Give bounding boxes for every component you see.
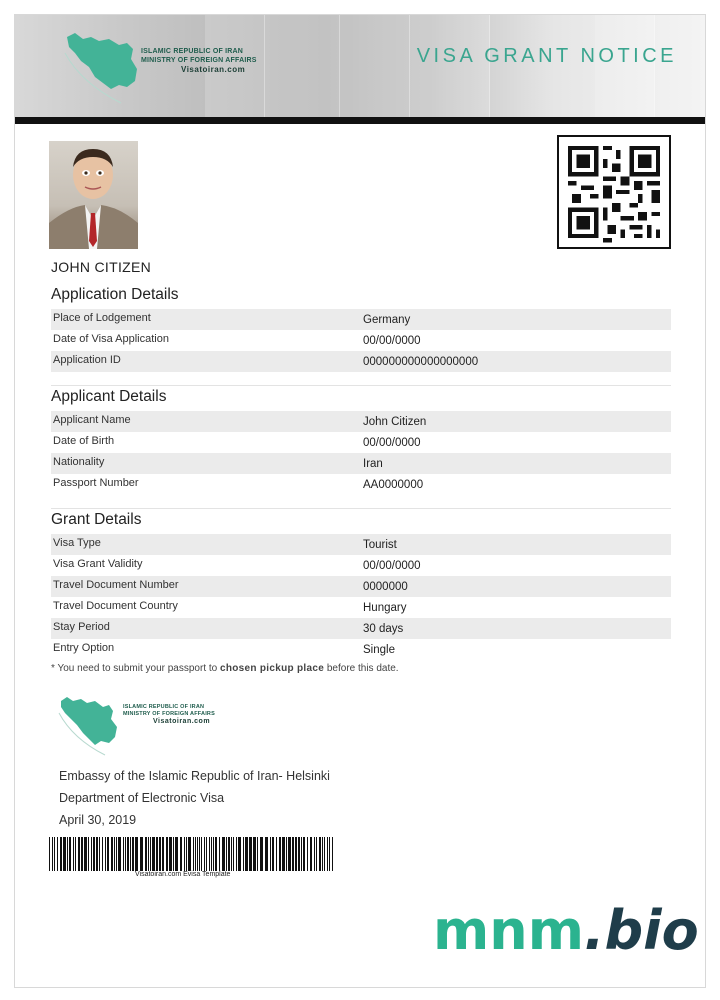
table-row [51, 555, 671, 576]
row-value: John Citizen [363, 416, 427, 428]
row-label: Applicant Name [53, 414, 131, 426]
barcode-caption: Visatoiran.com Evisa Template [135, 871, 231, 878]
header-banner [15, 15, 706, 117]
section-divider [51, 385, 671, 386]
row-label: Nationality [53, 456, 105, 468]
applicant-name-heading: JOHN CITIZEN [51, 259, 152, 275]
table-row [51, 597, 671, 618]
row-value: 0000000 [363, 581, 408, 593]
table-row [51, 411, 671, 432]
banner-photo [265, 15, 340, 117]
table-row [51, 534, 671, 555]
table-row [51, 330, 671, 351]
note-text-bold: chosen pickup place [220, 663, 325, 674]
qr-code-icon [559, 137, 669, 247]
row-label: Visa Grant Validity [53, 558, 143, 570]
table-row [51, 351, 671, 372]
table-row [51, 639, 671, 660]
application-details-table [51, 309, 671, 372]
table-row [51, 309, 671, 330]
row-label: Passport Number [53, 477, 139, 489]
row-label: Date of Visa Application [53, 333, 169, 345]
banner-photo [340, 15, 410, 117]
logo-text [141, 47, 257, 74]
qr-code [557, 135, 671, 249]
table-row [51, 453, 671, 474]
row-value: Germany [363, 314, 411, 326]
department-name: Department of Electronic Visa [59, 791, 225, 805]
footer-logo-line2: MINISTRY OF FOREIGN AFFAIRS [123, 711, 215, 717]
row-value: 00/00/0000 [363, 437, 421, 449]
section-title-application: Application Details [51, 286, 179, 303]
barcode [49, 837, 337, 871]
grant-details-table [51, 534, 671, 660]
document-title: VISA GRANT NOTICE [416, 45, 677, 67]
visa-document [14, 14, 706, 988]
section-title-grant: Grant Details [51, 511, 142, 528]
footer-logo-domain: Visatoiran.com [153, 718, 211, 725]
header-divider [15, 117, 706, 124]
passport-note [51, 663, 399, 674]
footer-logo-line1: ISLAMIC REPUBLIC OF IRAN [123, 704, 205, 710]
row-label: Application ID [53, 354, 121, 366]
issue-date: April 30, 2019 [59, 813, 137, 827]
applicant-details-table [51, 411, 671, 495]
logo-domain: Visatoiran.com [181, 65, 246, 74]
row-label: Travel Document Number [53, 579, 179, 591]
note-text-before: * You need to submit your passport to [51, 663, 220, 674]
section-divider [51, 508, 671, 509]
row-value: 00/00/0000 [363, 335, 421, 347]
row-label: Travel Document Country [53, 600, 178, 612]
row-value: Single [363, 644, 395, 656]
row-value: Tourist [363, 539, 397, 551]
row-value: 30 days [363, 623, 404, 635]
watermark-brand [433, 899, 699, 962]
logo-line1: ISLAMIC REPUBLIC OF IRAN [141, 48, 244, 55]
portrait-illustration [49, 141, 138, 249]
row-label: Place of Lodgement [53, 312, 151, 324]
row-value: 000000000000000000 [363, 356, 479, 368]
table-row [51, 474, 671, 495]
row-value: 00/00/0000 [363, 560, 421, 572]
row-label: Entry Option [53, 642, 115, 654]
table-row [51, 432, 671, 453]
table-row [51, 618, 671, 639]
row-label: Visa Type [53, 537, 101, 549]
table-row [51, 576, 671, 597]
row-value: AA0000000 [363, 479, 424, 491]
section-title-applicant: Applicant Details [51, 388, 167, 405]
watermark-part1: mnm [433, 899, 584, 962]
row-label: Stay Period [53, 621, 110, 633]
embassy-name: Embassy of the Islamic Republic of Iran- Helsinki [59, 769, 330, 783]
logo-line2: MINISTRY OF FOREIGN AFFAIRS [141, 57, 257, 64]
row-value: Hungary [363, 602, 407, 614]
applicant-photo [49, 141, 138, 249]
footer-logo-text [123, 704, 215, 725]
note-text-after: before this date. [324, 663, 399, 674]
watermark-part2: .bio [583, 899, 699, 962]
row-value: Iran [363, 458, 383, 470]
row-label: Date of Birth [53, 435, 115, 447]
